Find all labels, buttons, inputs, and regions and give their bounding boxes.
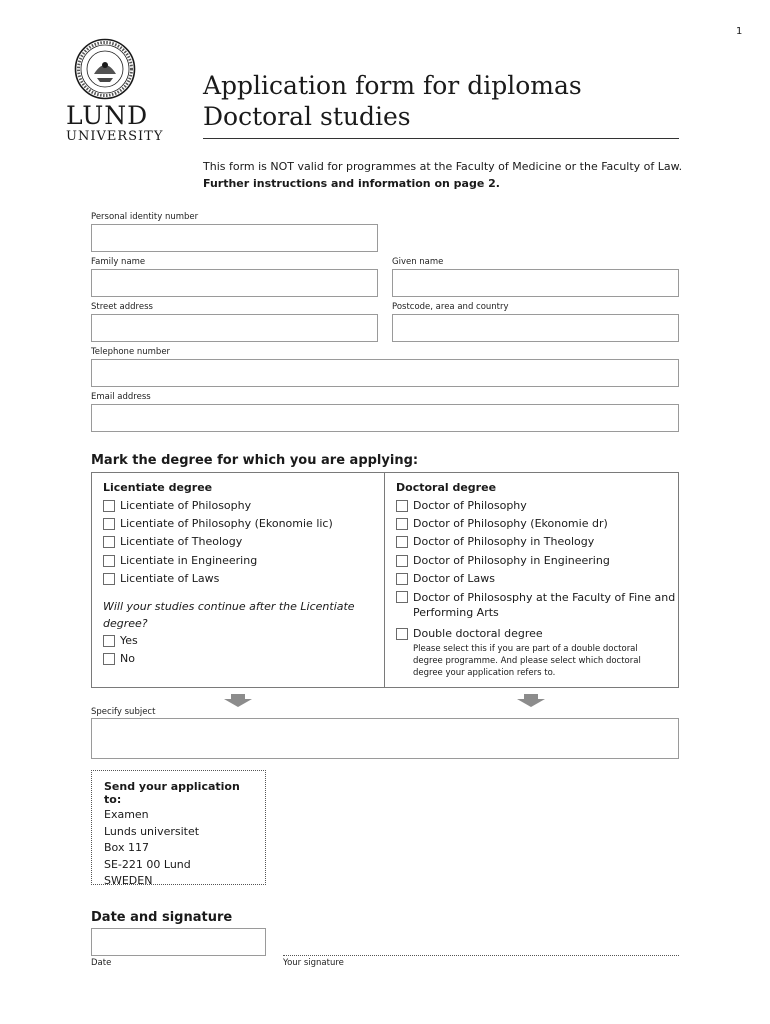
continue-studies-question [103,598,355,632]
specify-subject-input[interactable] [91,718,679,759]
date-label: Date [91,958,112,968]
doctoral-option[interactable]: Doctor of Philosophy [396,499,527,513]
double-doctoral-note: Please select this if you are part of a double doctoral degree programme. And please select which doctoral degree your application refers to. [413,644,641,678]
postcode-label: Postcode, area and country [392,302,509,312]
title-line-2: Doctoral studies [203,102,411,131]
page-number: 1 [736,26,743,37]
signature-label: Your signature [283,958,344,968]
address-line: Examen [104,808,149,821]
address-title: Send your application to: [104,780,240,806]
signature-line[interactable] [283,955,679,956]
title-divider [203,138,679,139]
double-doctoral-option[interactable]: Double doctoral degree [396,627,543,641]
title-line-1: Application form for diplomas [203,71,582,100]
street-address-label: Street address [91,302,153,312]
checkbox[interactable] [396,500,408,512]
checkbox[interactable] [396,591,408,603]
university-logo [66,38,164,144]
licentiate-option[interactable]: Licentiate of Philosophy (Ekonomie lic) [103,517,333,531]
address-line: Box 117 [104,841,149,854]
doctoral-option[interactable]: Doctor of Philosophy in Engineering [396,554,610,568]
checkbox[interactable] [396,555,408,567]
degree-section-title: Mark the degree for which you are applying: [91,453,419,468]
licentiate-heading: Licentiate degree [103,481,213,494]
answer-yes[interactable]: Yes [103,634,138,648]
telephone-label: Telephone number [91,347,171,357]
licentiate-option[interactable]: Licentiate in Engineering [103,554,257,568]
doctoral-option[interactable]: Doctor of Laws [396,572,495,586]
street-address-input[interactable] [91,314,378,342]
date-input[interactable] [91,928,266,956]
degree-column-divider [384,472,385,688]
specify-subject-label: Specify subject [91,707,156,717]
signature-section-title: Date and signature [91,910,233,925]
checkbox[interactable] [396,573,408,585]
postcode-input[interactable] [392,314,679,342]
family-name-input[interactable] [91,269,378,297]
doctoral-option[interactable]: Doctor of Philosophy in Theology [396,535,594,549]
licentiate-option[interactable]: Licentiate of Philosophy [103,499,251,513]
question-line-2: degree? [103,617,148,630]
licentiate-option[interactable]: Licentiate of Laws [103,572,219,586]
address-line: SE-221 00 Lund [104,857,191,871]
intro-line-2: Further instructions and information on page 2. [203,177,500,190]
checkbox[interactable] [396,536,408,548]
personal-id-input[interactable] [91,224,378,252]
given-name-input[interactable] [392,269,679,297]
checkbox[interactable] [103,536,115,548]
family-name-label: Family name [91,257,146,267]
down-arrow-icon [224,694,252,707]
personal-id-label: Personal identity number [91,212,199,222]
address-line: SWEDEN [104,874,153,887]
question-line-1: Will your studies continue after the Licentiate [103,600,355,613]
fine-arts-label: Doctor of Philososphy at the Faculty of Fine and Performing Arts [413,591,676,619]
page-title [203,70,582,132]
checkbox[interactable] [396,518,408,530]
checkbox[interactable] [103,555,115,567]
intro-text [203,158,682,192]
checkbox[interactable] [396,628,408,640]
down-arrow-icon [517,694,545,707]
address-line: Lunds universitet [104,824,200,838]
university-seal-icon [74,38,136,100]
intro-line-1: This form is NOT valid for programmes at the Faculty of Medicine or the Faculty of Law. [203,160,683,173]
checkbox[interactable] [103,500,115,512]
logo-subtitle: UNIVERSITY [66,129,164,144]
checkbox[interactable] [103,518,115,530]
doctoral-heading: Doctoral degree [396,481,497,494]
mailing-address-box [91,770,266,885]
logo-wordmark: LUND [66,101,149,130]
doctoral-option[interactable]: Doctor of Philosophy (Ekonomie dr) [396,517,608,531]
email-input[interactable] [91,404,679,432]
licentiate-option[interactable]: Licentiate of Theology [103,535,242,549]
checkbox[interactable] [103,653,115,665]
given-name-label: Given name [392,257,444,267]
checkbox[interactable] [103,573,115,585]
telephone-input[interactable] [91,359,679,387]
email-label: Email address [91,392,151,402]
answer-no[interactable]: No [103,652,135,666]
checkbox[interactable] [103,635,115,647]
doctoral-fine-arts-option[interactable] [396,590,675,620]
